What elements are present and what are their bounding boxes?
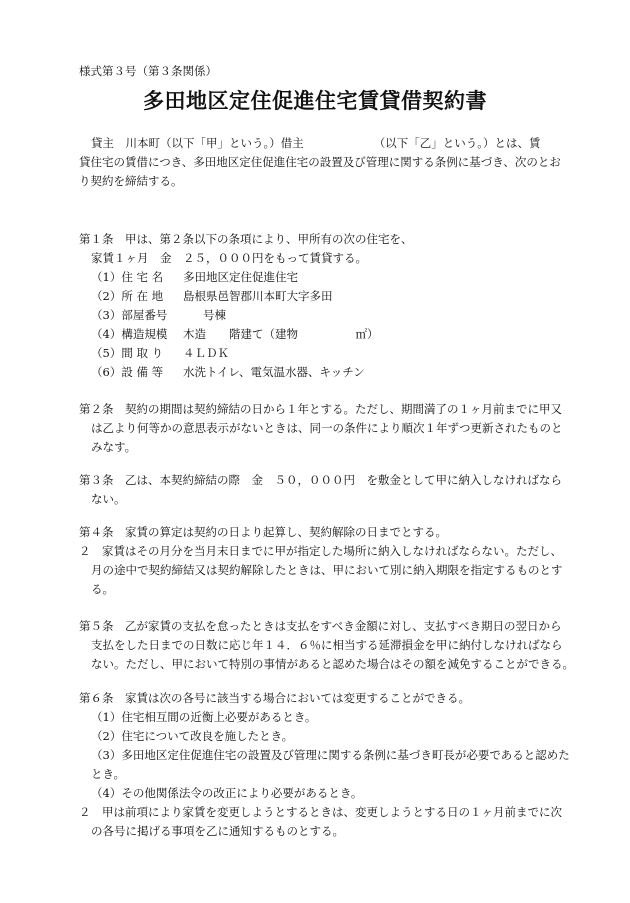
article-3-line-1: 第３条 乙は、本契約締結の際 金 ５０，０００円 を敷金として甲に納入しなければなら [79,473,562,487]
article-6-para2-line-1: ２ 甲は前項により家賃を変更しようとするときは、変更しようとする日の１ヶ月前までに次 [79,805,562,819]
article-6-item-continuation: とき。 [91,767,126,781]
article-3-line-2: ない。 [91,492,126,506]
article-1-line-2: 家賃１ヶ月 金 ２５，０００円をもって賃貸する。 [91,251,367,265]
article-5-line-2: 支払をした日までの日数に応じ年１４．６％に相当する延滞損金を甲に納付しなければなら [91,638,563,652]
article-4 [79,523,563,599]
article-4-line-4: る。 [91,582,114,596]
page-title: 多田地区定住促進住宅賃貸借契約書 [143,88,487,113]
article-6-line-1: 第６条 家賃は次の各号に該当する場合においては変更することができる。 [79,691,470,705]
item-label: （5）間 取 り [91,346,164,360]
article-4-line-1: 第４条 家賃の算定は契約の日より起算し、契約解除の日までとする。 [79,525,447,539]
item-label: （6）設 備 等 [91,365,164,379]
item-value: 号棟 [203,308,226,322]
intro-line-1a: 貸主 川本町（以下「甲」という。）借主 [91,136,304,150]
article-6-para2-line-2: の各号に掲げる事項を乙に通知するものとする。 [91,824,344,838]
item-label: （2）所 在 地 [91,289,164,303]
intro-line-1b: （以下「乙」という。）とは、賃 [373,136,541,150]
article-1-item [79,363,559,382]
article-1-item [79,287,559,306]
intro-line-3: り契約を締結する。 [79,174,183,188]
item-value: 水洗トイレ、電気温水器、キッチン [183,365,365,379]
article-6-item: （2）住宅について改良を施したとき。 [91,729,294,743]
intro-paragraph [79,134,559,191]
item-label: （4）構造規模 [91,327,168,341]
form-number: 様式第３号（第３条関係） [79,64,217,78]
item-label: （3）部屋番号 [91,308,168,322]
item-label: （1）住 宅 名 [91,270,164,284]
intro-line-2: 貸住宅の賃借につき、多田地区定住促進住宅の設置及び管理に関する条例に基づき、次のとお [79,155,561,169]
article-1-item [79,306,559,325]
article-2-line-2: は乙より何等かの意思表示がないときは、同一の条件により順次１年ずつ更新されたものと [91,421,563,435]
article-4-line-2: ２ 家賃はその月分を当月末日までに甲が指定した場所に納入しなければならない。ただし、 [79,544,562,558]
article-1 [79,230,559,382]
article-5 [79,617,574,674]
article-1-item [79,268,559,287]
article-4-line-3: 月の途中で契約締結又は契約解除したときは、甲において別に納入期限を指定するものとす [91,563,563,577]
article-2-line-3: みなす。 [91,440,137,454]
article-1-item [79,325,559,344]
article-6-item: （4）その他関係法令の改正により必要があるとき。 [91,786,363,800]
article-6 [79,689,570,841]
item-value: ４ＬＤＫ [183,346,229,360]
item-value: 木造 階建て（建物 ㎡） [183,327,379,341]
article-2-line-1: 第２条 契約の期間は契約締結の日から１年とする。ただし、期間満了の１ヶ月前までに甲又 [79,402,562,416]
article-2 [79,400,563,457]
item-value: 島根県邑智郡川本町大字多田 [183,289,333,303]
article-1-line-1: 第１条 甲は、第２条以下の条項により、甲所有の次の住宅を、 [79,232,413,246]
article-6-item: （1）住宅相互間の近衡上必要があるとき。 [91,710,317,724]
article-5-line-1: 第５条 乙が家賃の支払を怠ったときは支払をすべき金額に対し、支払すべき期日の翌日から [79,619,562,633]
article-3 [79,471,562,509]
article-1-item [79,344,559,363]
article-5-line-3: ない。ただし、甲において特別の事情があると認めた場合はその額を減免することができる。 [91,657,574,671]
item-value: 多田地区定住促進住宅 [183,270,298,284]
article-6-item: （3）多田地区定住促進住宅の設置及び管理に関する条例に基づき町長が必要であると認めた [91,748,570,762]
